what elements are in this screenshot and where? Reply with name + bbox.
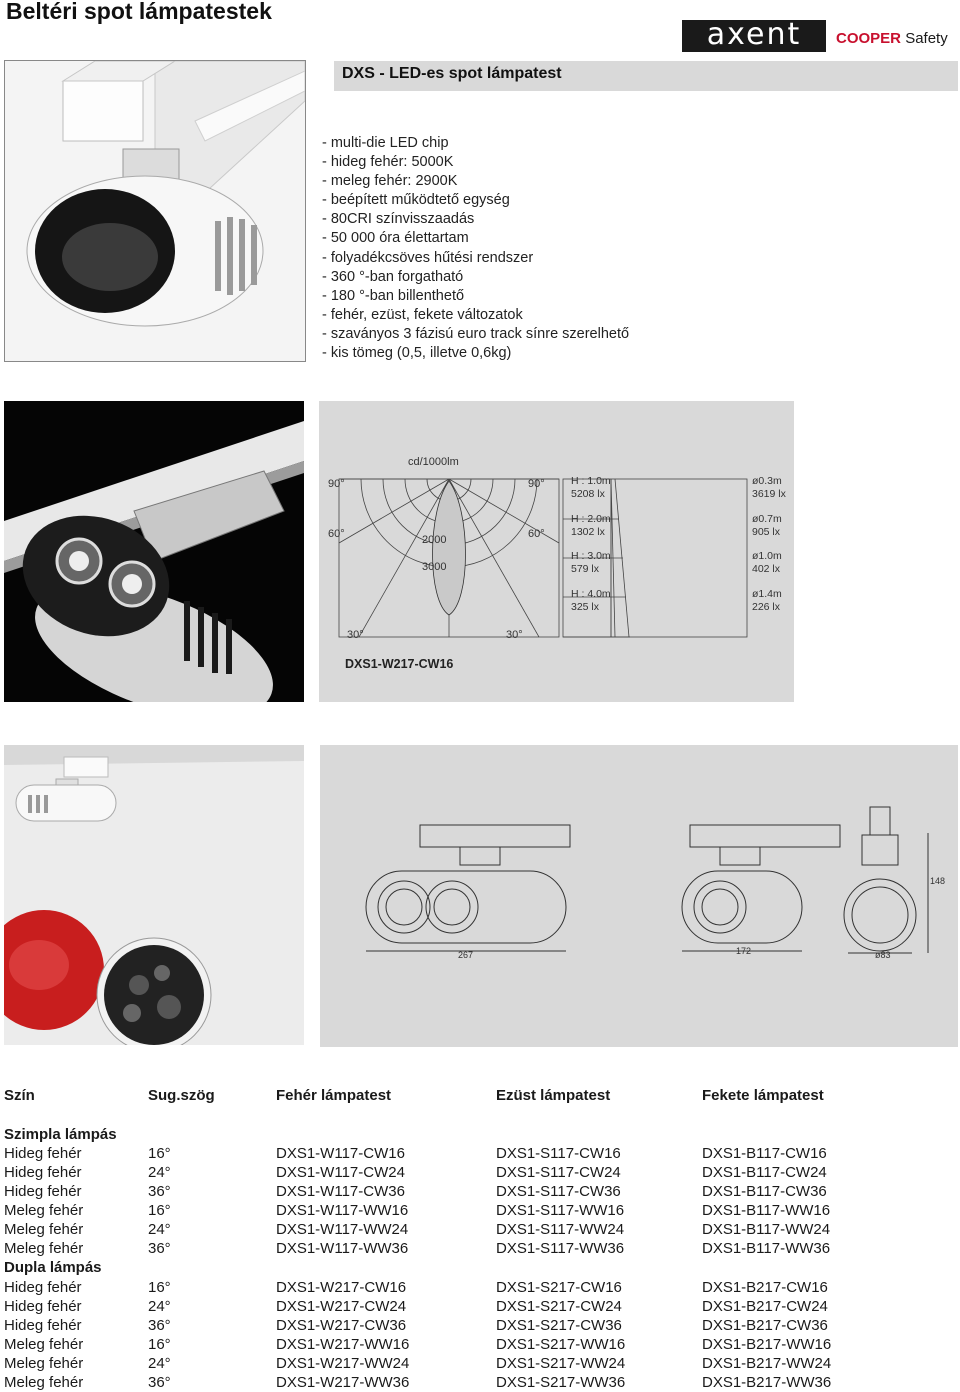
height-row-2 [571, 513, 611, 539]
cell: 24° [148, 1164, 171, 1181]
cell: DXS1-B217-WW16 [702, 1336, 832, 1353]
cell: DXS1-S117-CW24 [496, 1164, 621, 1181]
feature-item: - 360 °-ban forgatható [322, 268, 464, 285]
cell: DXS1-W117-CW24 [276, 1164, 405, 1181]
cell: 36° [148, 1317, 171, 1334]
cell: DXS1-S217-WW16 [496, 1336, 626, 1353]
diagram-caption: DXS1-W217-CW16 [345, 657, 454, 671]
group-title-single: Szimpla lámpás [4, 1126, 117, 1143]
feature-list [322, 134, 629, 363]
feature-item: - multi-die LED chip [322, 135, 449, 151]
cell: DXS1-W217-CW36 [276, 1317, 407, 1334]
cell: 16° [148, 1202, 171, 1219]
cell: DXS1-B217-WW24 [702, 1355, 832, 1372]
diameter-lux: 905 lx [752, 526, 781, 538]
col-header-black: Fekete lámpatest [702, 1087, 824, 1104]
cell: DXS1-S117-WW36 [496, 1240, 625, 1257]
angle-label-60-left: 60° [328, 528, 345, 540]
diameter-value: ø1.4m [752, 588, 782, 600]
height-value: H : 4.0m [571, 588, 611, 600]
angle-label-60-right: 60° [528, 528, 545, 540]
page-title: Beltéri spot lámpatestek [6, 0, 272, 24]
safety-logo-text: Safety [905, 30, 948, 47]
height-row-4 [571, 588, 611, 614]
feature-item: - kis tömeg (0,5, illetve 0,6kg) [322, 345, 512, 362]
cell: Hideg fehér [4, 1298, 82, 1315]
feature-item: - 80CRI színvisszaadás [322, 211, 475, 228]
cell: 36° [148, 1240, 171, 1257]
height-row-3 [571, 550, 611, 576]
cell: Hideg fehér [4, 1317, 82, 1334]
col-header-color: Szín [4, 1087, 35, 1104]
cell: 36° [148, 1374, 171, 1391]
feature-item: - fehér, ezüst, fekete változatok [322, 306, 523, 323]
cell: Meleg fehér [4, 1221, 84, 1238]
cell: 16° [148, 1279, 171, 1296]
cell: 24° [148, 1355, 171, 1372]
cell: 24° [148, 1298, 171, 1315]
angle-label-90-right: 90° [528, 478, 545, 490]
cooper-safety-logo [836, 30, 948, 47]
feature-item: - beépített működtető egység [322, 192, 510, 209]
group-title-double: Dupla lámpás [4, 1259, 102, 1276]
cell: Meleg fehér [4, 1374, 84, 1391]
angle-label-30-left: 30° [347, 629, 364, 641]
diameter-row-4 [752, 588, 782, 614]
cell: DXS1-W217-WW36 [276, 1374, 410, 1391]
diameter-row-1 [752, 475, 786, 501]
height-lux: 1302 lx [571, 526, 605, 538]
ring-label-2000: 2000 [422, 534, 447, 546]
cell: DXS1-W217-WW16 [276, 1336, 410, 1353]
cell: DXS1-B217-CW36 [702, 1317, 828, 1334]
diameter-lux: 3619 lx [752, 488, 786, 500]
feature-item: - hideg fehér: 5000K [322, 154, 454, 171]
cell: DXS1-B217-CW24 [702, 1298, 828, 1315]
height-row-1 [571, 475, 611, 501]
cell: DXS1-S117-CW16 [496, 1145, 621, 1162]
angle-label-90-left: 90° [328, 478, 345, 490]
product-photo-double-spot [4, 401, 304, 702]
cell: DXS1-B117-WW36 [702, 1240, 831, 1257]
cell: DXS1-W217-CW16 [276, 1279, 407, 1296]
cell: DXS1-B117-CW16 [702, 1145, 827, 1162]
diameter-row-2 [752, 513, 782, 539]
cell: DXS1-S117-WW16 [496, 1202, 625, 1219]
cell: Meleg fehér [4, 1355, 84, 1372]
cooper-logo-text: COOPER [836, 30, 902, 47]
cell: Meleg fehér [4, 1202, 84, 1219]
cell: DXS1-B217-WW36 [702, 1374, 832, 1391]
cell: 24° [148, 1221, 171, 1238]
cell: 36° [148, 1183, 171, 1200]
diameter-row-3 [752, 550, 782, 576]
diameter-value: ø1.0m [752, 550, 782, 562]
cell: DXS1-W217-CW24 [276, 1298, 407, 1315]
cell: 16° [148, 1336, 171, 1353]
cell: Hideg fehér [4, 1279, 82, 1296]
cell: DXS1-S117-CW36 [496, 1183, 621, 1200]
cell: DXS1-S217-CW24 [496, 1298, 622, 1315]
dimension-height: 148 [930, 876, 946, 886]
col-header-white: Fehér lámpatest [276, 1087, 392, 1104]
cell: DXS1-B217-CW16 [702, 1279, 828, 1296]
diameter-value: ø0.3m [752, 475, 782, 487]
cell: DXS1-B117-WW16 [702, 1202, 831, 1219]
product-title: DXS - LED-es spot lámpatest [342, 65, 562, 82]
diagram-unit-label: cd/1000lm [408, 456, 459, 468]
cell: Hideg fehér [4, 1183, 82, 1200]
cell: Hideg fehér [4, 1164, 82, 1181]
height-lux: 5208 lx [571, 488, 605, 500]
cell: DXS1-W117-CW36 [276, 1183, 405, 1200]
product-photo-interior [4, 745, 304, 1045]
cell: DXS1-B117-WW24 [702, 1221, 831, 1238]
dimension-length: 267 [458, 950, 474, 960]
feature-item: - meleg fehér: 2900K [322, 173, 458, 190]
cell: DXS1-S217-WW24 [496, 1355, 626, 1372]
cell: Meleg fehér [4, 1240, 84, 1257]
cell: DXS1-S217-CW16 [496, 1279, 622, 1296]
feature-item: - szaványos 3 fázisú euro track sínre szerelhető [322, 325, 630, 342]
dimension-width: 172 [736, 946, 752, 956]
cell: DXS1-W217-WW24 [276, 1355, 410, 1372]
feature-item: - folyadékcsöves hűtési rendszer [322, 249, 534, 266]
height-value: H : 1.0m [571, 475, 611, 487]
height-lux: 579 lx [571, 563, 600, 575]
col-header-angle: Sug.szög [148, 1087, 215, 1104]
cell: DXS1-W117-WW36 [276, 1240, 409, 1257]
dimension-diameter: ø83 [875, 950, 891, 960]
height-lux: 325 lx [571, 601, 600, 613]
cell: DXS1-B117-CW24 [702, 1164, 827, 1181]
height-value: H : 2.0m [571, 513, 611, 525]
height-value: H : 3.0m [571, 550, 611, 562]
cell: DXS1-W117-WW24 [276, 1221, 409, 1238]
product-photo-single-spot [4, 60, 306, 362]
feature-item: - 50 000 óra élettartam [322, 230, 469, 247]
feature-item: - 180 °-ban billenthető [322, 287, 465, 304]
axent-logo: axent [682, 20, 826, 52]
angle-label-30-right: 30° [506, 629, 523, 641]
cell: DXS1-S217-WW36 [496, 1374, 626, 1391]
cell: DXS1-W117-CW16 [276, 1145, 405, 1162]
cell: 16° [148, 1145, 171, 1162]
dimension-drawings [320, 745, 958, 1047]
cell: Meleg fehér [4, 1336, 84, 1353]
cell: Hideg fehér [4, 1145, 82, 1162]
diameter-lux: 402 lx [752, 563, 781, 575]
diameter-lux: 226 lx [752, 601, 781, 613]
ring-label-3000: 3000 [422, 561, 447, 573]
cell: DXS1-W117-WW16 [276, 1202, 409, 1219]
cell: DXS1-S117-WW24 [496, 1221, 625, 1238]
cell: DXS1-B117-CW36 [702, 1183, 827, 1200]
diameter-value: ø0.7m [752, 513, 782, 525]
col-header-silver: Ezüst lámpatest [496, 1087, 611, 1104]
cell: DXS1-S217-CW36 [496, 1317, 622, 1334]
